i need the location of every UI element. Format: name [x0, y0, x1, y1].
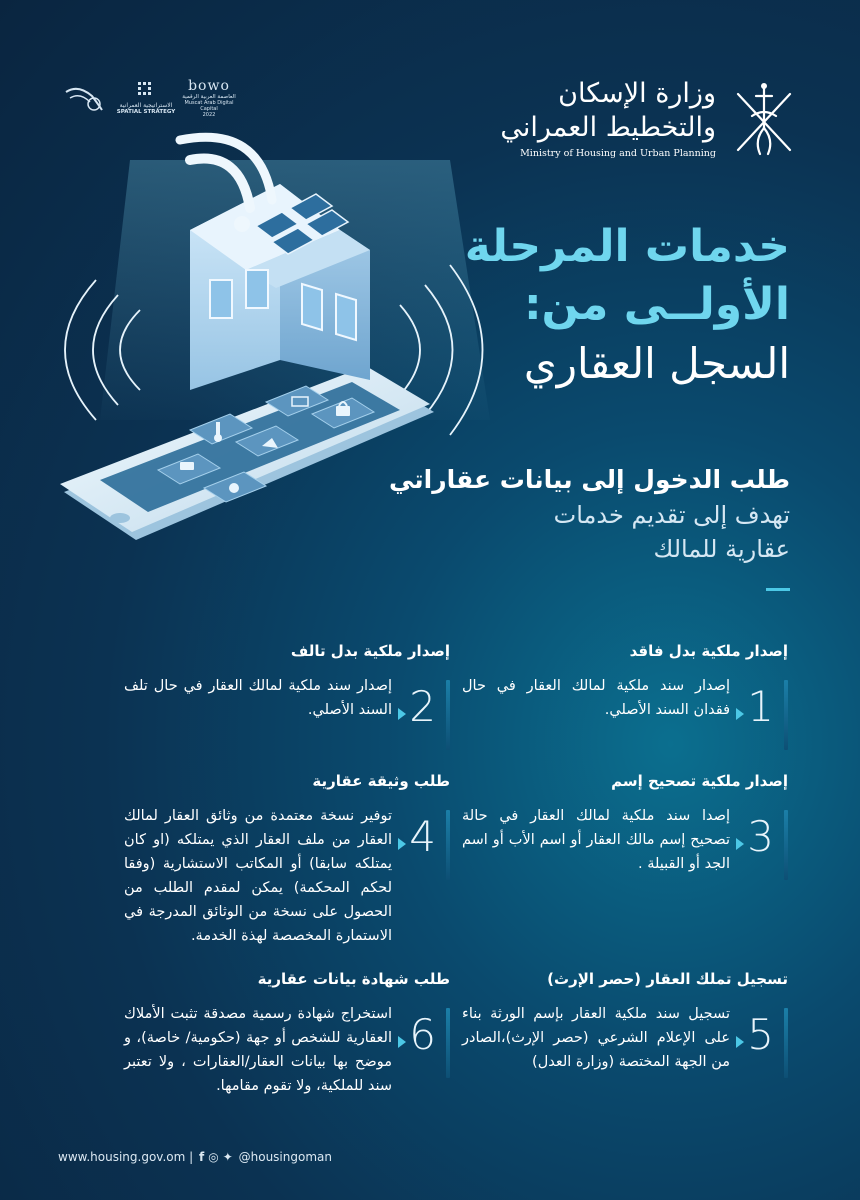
- service-title: إصدار ملكية بدل فاقد: [629, 642, 788, 660]
- ministry-name-en: Ministry of Housing and Urban Planning: [520, 148, 716, 159]
- service-number: 2: [409, 682, 436, 731]
- footer: [58, 1150, 332, 1164]
- spatial-strategy-logo: [116, 80, 176, 115]
- spatial-strategy-en: SPATIAL STRATEGY: [116, 109, 176, 115]
- subtitle-underline: [766, 588, 790, 591]
- facebook-icon[interactable]: f: [199, 1150, 205, 1164]
- service-number: 3: [747, 812, 774, 861]
- service-number: 4: [409, 812, 436, 861]
- page-title: [465, 218, 790, 394]
- service-title: إصدار ملكية تصحيح إسم: [611, 772, 788, 790]
- service-title: طلب وثيقة عقارية: [312, 772, 450, 790]
- website-link[interactable]: www.housing.gov.om: [58, 1150, 186, 1164]
- house-window-far: [336, 294, 356, 340]
- digital-capital-en: Muscat Arab Digital Capital: [184, 100, 234, 112]
- service-description: إصدا سند ملكية لمالك العقار في حالة تصحيح إسم مالك العقار أو اسم الأب أو اسم الجد أو القبيلة .: [462, 808, 730, 872]
- title-line-2: الأولــى من:: [523, 279, 790, 330]
- service-number-badge: [408, 1008, 450, 1070]
- title-line-1: خدمات المرحلة: [464, 221, 790, 272]
- partner-logos: [62, 78, 242, 122]
- subtitle-line-1: طلب الدخول إلى بيانات عقاراتي: [388, 465, 790, 494]
- footer-separator: |: [189, 1150, 194, 1164]
- twitter-icon[interactable]: ✦: [222, 1150, 233, 1164]
- service-description: تسجيل سند ملكية العقار بإسم الورثة بناء على الإعلام الشرعي (حصر الإرث)،الصادر من الجهة المختصة (وزارة العدل): [462, 1006, 730, 1070]
- house-window-mid: [246, 270, 268, 308]
- thermometer-icon: [216, 422, 220, 436]
- digital-capital-ar: العاصمة العربية الرقمية: [182, 94, 236, 100]
- digital-capital-logo: [176, 78, 242, 118]
- service-description: إصدار سند ملكية لمالك العقار في حال فقدان السند الأصلي.: [462, 678, 730, 718]
- digital-capital-title: bowo: [188, 78, 230, 94]
- subtitle-line-2: تهدف إلى تقديم خدمات: [553, 501, 790, 529]
- service-title: إصدار ملكية بدل تالف: [290, 642, 450, 660]
- service-number-badge: [746, 680, 788, 742]
- spatial-strategy-ar: الاستراتيجية العمرانية: [119, 102, 173, 109]
- title-line-3: السجل العقاري: [523, 339, 790, 388]
- page-subtitle: [370, 462, 790, 566]
- service-number: 1: [747, 682, 774, 731]
- house-window-right: [302, 284, 322, 330]
- spatial-strategy-icon: [136, 80, 156, 100]
- service-title: طلب شهادة بيانات عقارية: [257, 970, 450, 988]
- thermometer-icon-bulb: [214, 434, 222, 442]
- service-number-badge: [408, 810, 450, 872]
- ministry-name-ar-line2: والتخطيط العمراني: [500, 112, 716, 143]
- partner-logo-1-icon: [62, 82, 106, 116]
- service-description: إصدار سند ملكية لمالك العقار في حال تلف السند الأصلي.: [124, 678, 392, 718]
- lock-icon: [336, 406, 350, 416]
- service-title: تسجيل تملك العقار (حصر الإرث): [547, 970, 788, 988]
- subtitle-line-3: عقارية للمالك: [653, 535, 790, 563]
- service-description: توفير نسخة معتمدة من وثائق العقار لمالك العقار من ملف العقار الذي يمتلكه (او كان يمتلكه سابقا) أو المكاتب الاستشارية (وفقا لحكم المحكمة) يمكن لمقدم الطلب من الحصول على نسخة من الوثائق المدرجة في الاستمارة المخصصة لهذة الخدمة.: [124, 808, 392, 944]
- wifi-dot: [234, 216, 250, 232]
- service-description: استخراج شهادة رسمية مصدقة تثبت الأملاك العقارية للشخص أو جهة (حكومية/ خاصة)، و موضح بها بيانات العقار/العقارات ، ولا تعتبر سند للملكية، ولا تقوم مقامها.: [124, 1006, 392, 1094]
- security-camera-icon: [180, 462, 194, 470]
- khanjar-emblem-icon: [730, 80, 798, 160]
- ministry-name-ar-line1: وزارة الإسكان: [558, 78, 716, 109]
- ministry-header: [498, 78, 798, 170]
- house-window-left: [210, 280, 232, 318]
- social-handle[interactable]: @housingoman: [238, 1150, 332, 1164]
- digital-capital-year: 2022: [202, 112, 216, 118]
- service-number: 5: [747, 1010, 774, 1059]
- light-bulb-icon: [229, 483, 239, 493]
- service-number-badge: [408, 680, 450, 742]
- service-number: 6: [409, 1010, 436, 1059]
- service-number-badge: [746, 810, 788, 872]
- instagram-icon[interactable]: ◎: [208, 1150, 219, 1164]
- service-number-badge: [746, 1008, 788, 1070]
